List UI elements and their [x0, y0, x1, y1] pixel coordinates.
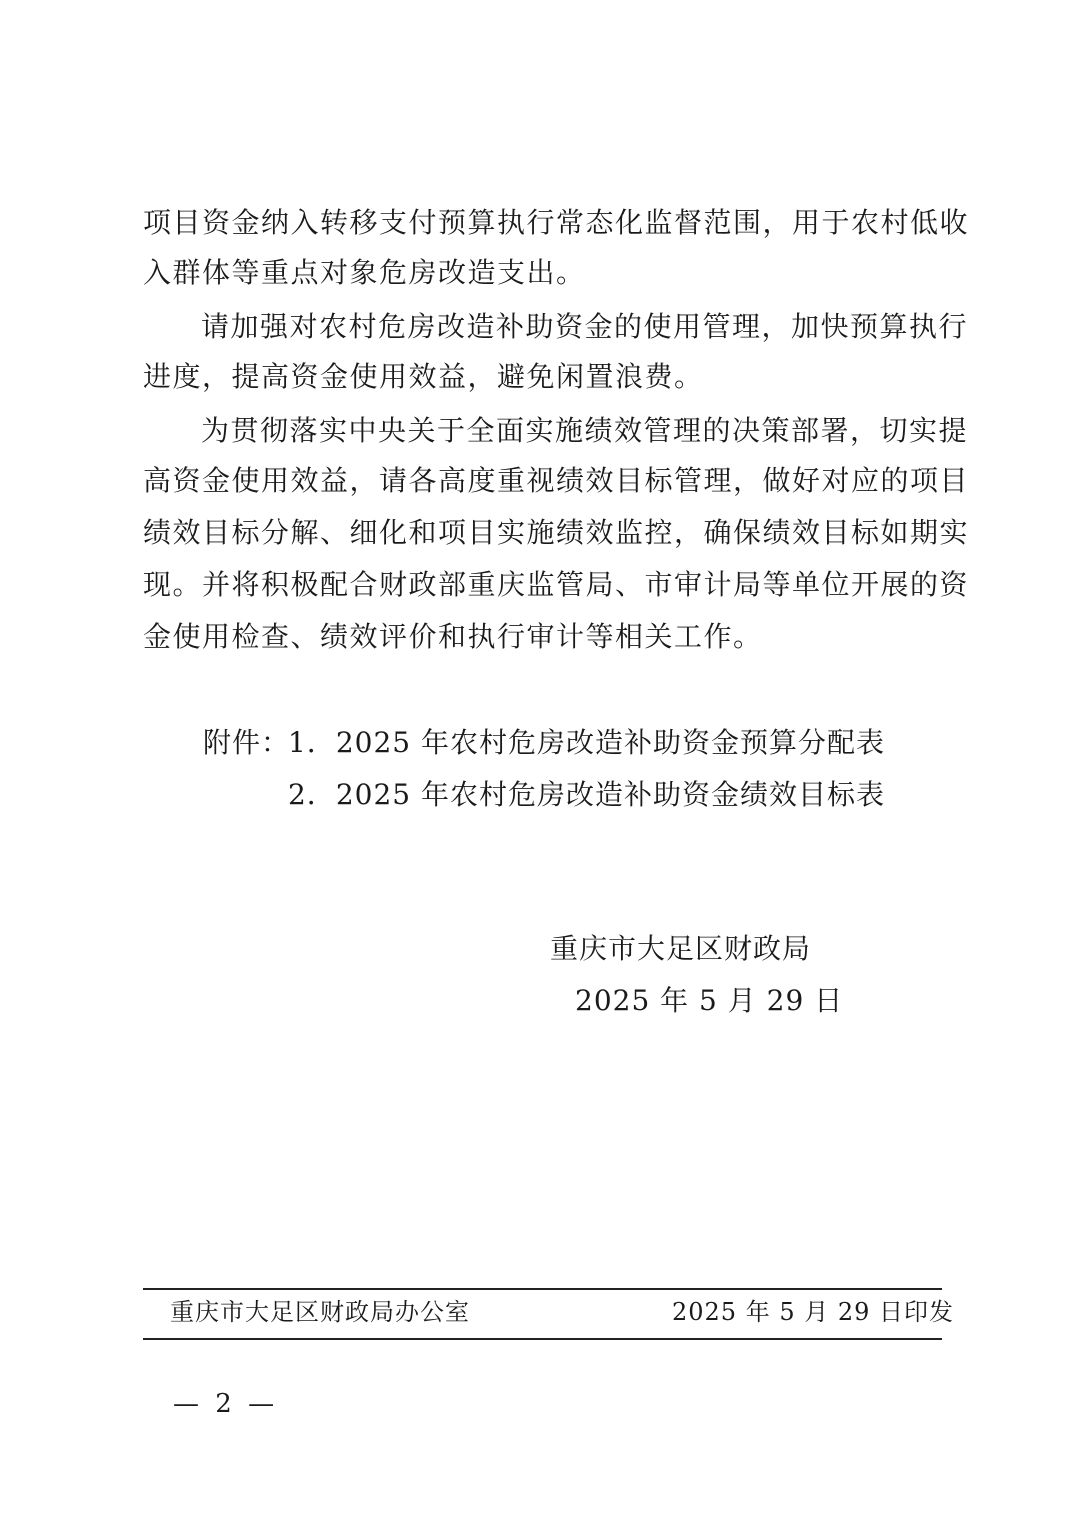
page-number: — 2 —	[173, 1389, 279, 1419]
attachments-label: 附件：	[203, 726, 291, 759]
attachment-item-1: 1．2025 年农村危房改造补助资金预算分配表	[288, 726, 885, 759]
footer-rule-bottom	[143, 1338, 942, 1340]
signature-date: 2025 年 5 月 29 日	[575, 984, 844, 1017]
footer-issuer: 重庆市大足区财政局办公室	[170, 1298, 470, 1326]
body-paragraph-3-line-1: 为贯彻落实中央关于全面实施绩效管理的决策部署，切实提	[201, 414, 969, 447]
footer-rule-top	[143, 1288, 942, 1290]
body-paragraph-1-line-2: 入群体等重点对象危房改造支出。	[143, 256, 586, 289]
body-paragraph-2-line-2: 进度，提高资金使用效益，避免闲置浪费。	[143, 360, 704, 393]
body-paragraph-3-line-3: 绩效目标分解、细化和项目实施绩效监控，确保绩效目标如期实	[143, 516, 970, 549]
body-paragraph-2-line-1: 请加强对农村危房改造补助资金的使用管理，加快预算执行	[201, 310, 969, 343]
body-paragraph-1-line-1: 项目资金纳入转移支付预算执行常态化监督范围，用于农村低收	[143, 206, 970, 239]
attachment-item-2: 2．2025 年农村危房改造补助资金绩效目标表	[288, 778, 885, 811]
signature-org: 重庆市大足区财政局	[550, 932, 812, 965]
body-paragraph-3-line-4: 现。并将积极配合财政部重庆监管局、市审计局等单位开展的资	[143, 568, 970, 601]
body-paragraph-3-line-5: 金使用检查、绩效评价和执行审计等相关工作。	[143, 620, 763, 653]
body-paragraph-3-line-2: 高资金使用效益，请各高度重视绩效目标管理，做好对应的项目	[143, 464, 970, 497]
footer-issue-date: 2025 年 5 月 29 日印发	[672, 1298, 955, 1326]
